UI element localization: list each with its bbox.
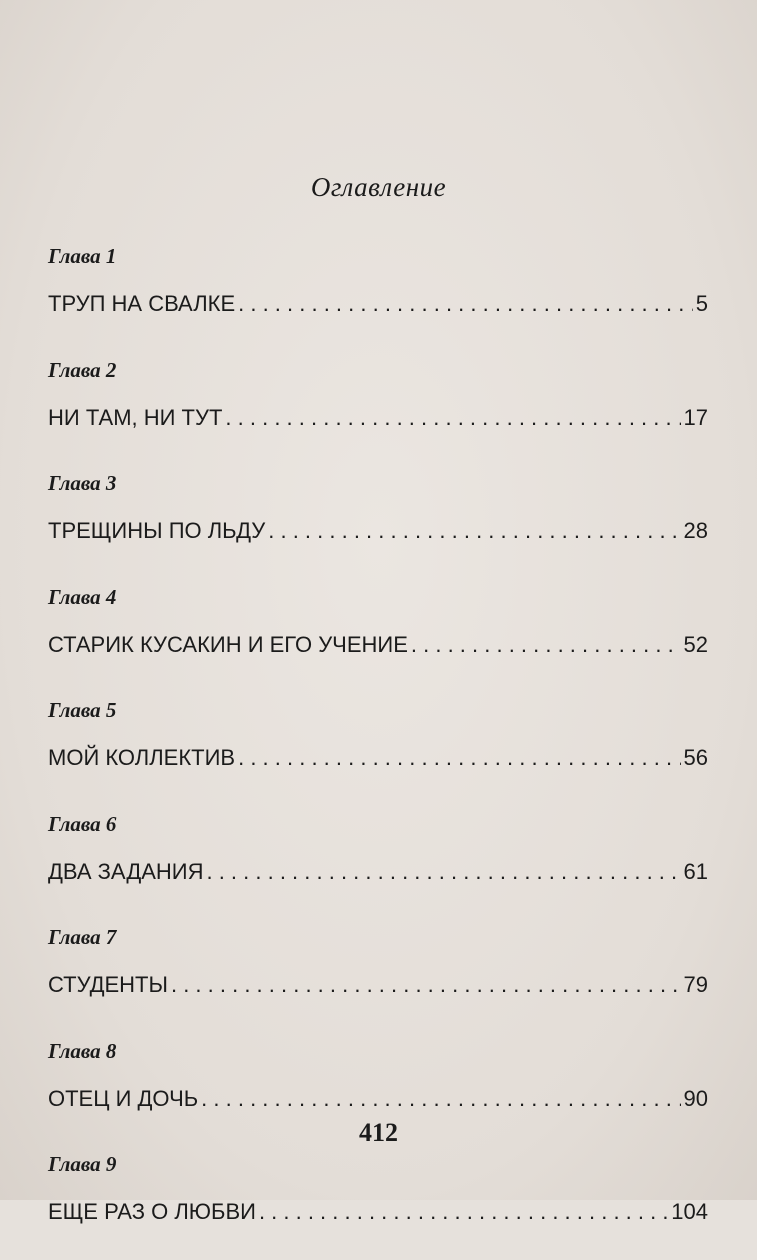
table-of-contents [48, 238, 708, 1260]
chapter-page: 17 [683, 404, 708, 430]
chapter-title: ТРЕЩИНЫ ПО ЛЬДУ [48, 518, 266, 543]
chapter-label: Глава 9 [48, 1152, 117, 1176]
chapter-label: Глава 4 [48, 584, 117, 609]
chapter-title: СТАРИК КУСАКИН И ЕГО УЧЕНИЕ [48, 631, 408, 657]
toc-entry [48, 1199, 708, 1225]
chapter-page: 52 [683, 631, 708, 657]
toc-chapter-6 [48, 806, 708, 920]
toc-chapter-1 [48, 238, 708, 352]
chapter-page: 28 [683, 518, 708, 543]
chapter-label: Глава 5 [48, 698, 117, 722]
toc-entry [48, 972, 708, 998]
toc-chapter-4 [48, 579, 708, 693]
chapter-page: 79 [683, 972, 708, 997]
dot-leader [259, 1199, 668, 1225]
chapter-page: 104 [671, 1199, 708, 1224]
toc-entry [48, 632, 708, 658]
dot-leader [238, 291, 693, 317]
dot-leader [411, 632, 681, 658]
toc-chapter-5 [48, 692, 708, 806]
chapter-title: ТРУП НА СВАЛКЕ [48, 291, 236, 316]
toc-entry [48, 291, 708, 317]
toc-entry [48, 1086, 708, 1112]
chapter-title: НИ ТАМ, НИ ТУТ [48, 404, 223, 430]
chapter-title: СТУДЕНТЫ [48, 972, 168, 997]
toc-chapter-9 [48, 1146, 708, 1260]
chapter-page: 90 [683, 1085, 708, 1111]
dot-leader [171, 972, 681, 998]
chapter-label: Глава 1 [48, 244, 117, 268]
chapter-title: ОТЕЦ И ДОЧЬ [48, 1085, 199, 1111]
toc-chapter-3 [48, 465, 708, 579]
chapter-label: Глава 2 [48, 357, 117, 382]
chapter-label: Глава 3 [48, 471, 117, 495]
chapter-page: 61 [683, 858, 708, 884]
chapter-label: Глава 7 [48, 925, 117, 949]
dot-leader [206, 859, 680, 885]
toc-entry [48, 405, 708, 431]
chapter-page: 5 [695, 291, 708, 316]
dot-leader [225, 405, 680, 431]
chapter-title: ЕЩЕ РАЗ О ЛЮБВИ [48, 1199, 256, 1224]
toc-entry [48, 859, 708, 885]
dot-leader [201, 1086, 680, 1112]
toc-chapter-2 [48, 352, 708, 466]
toc-entry [48, 745, 708, 771]
chapter-title: ДВА ЗАДАНИЯ [48, 858, 204, 884]
chapter-label: Глава 8 [48, 1038, 117, 1063]
chapter-label: Глава 6 [48, 811, 117, 836]
page-number: 412 [359, 1118, 398, 1147]
dot-leader [238, 745, 680, 771]
toc-entry [48, 518, 708, 544]
toc-title: Оглавление [310, 172, 447, 202]
dot-leader [268, 518, 680, 544]
chapter-page: 56 [683, 745, 708, 770]
chapter-title: МОЙ КОЛЛЕКТИВ [48, 745, 236, 770]
toc-chapter-7 [48, 919, 708, 1033]
